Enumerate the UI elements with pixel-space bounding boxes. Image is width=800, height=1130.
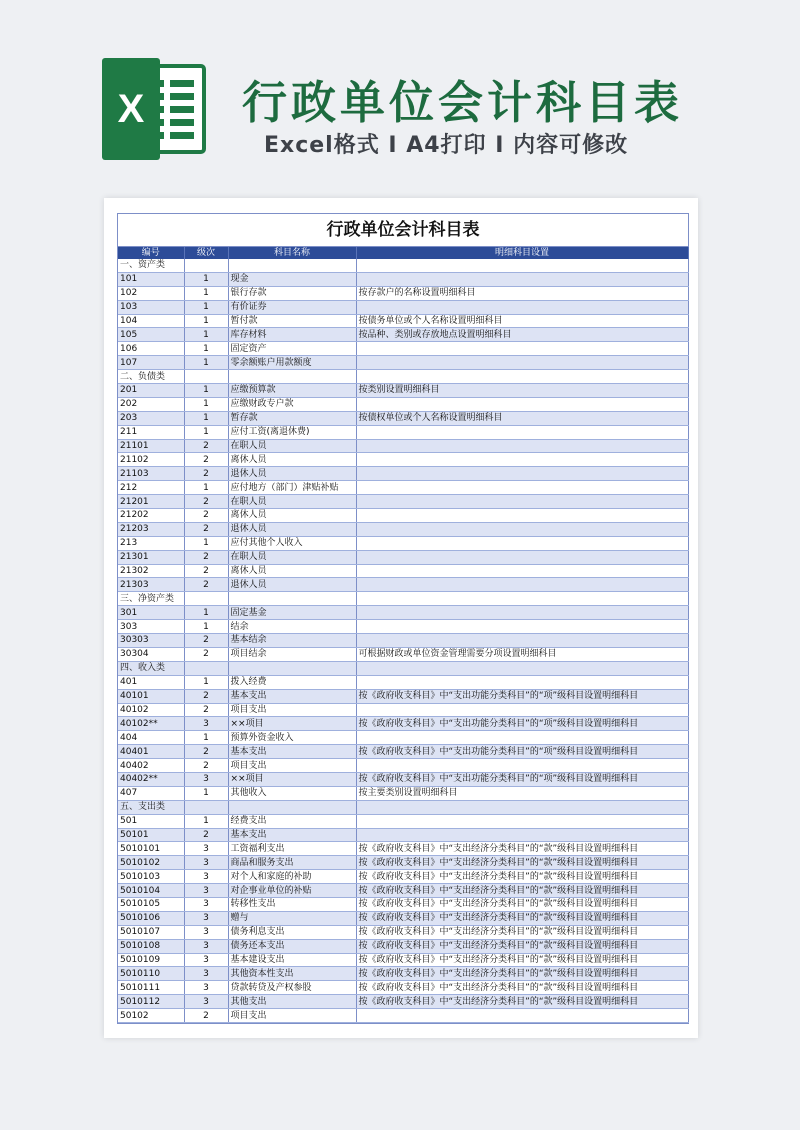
cell-code: 21103: [118, 467, 184, 481]
table-row: [118, 272, 688, 286]
cell-level: 1: [184, 272, 228, 286]
table-row: [118, 578, 688, 592]
cell-account-name: 结余: [228, 620, 356, 634]
cell-code: 5010107: [118, 925, 184, 939]
cell-account-name: 现金: [228, 272, 356, 286]
cell-detail-setting: 按《政府收支科目》中“支出经济分类科目”的“款”级科目设置明细科目: [356, 953, 688, 967]
cell-account-name: 退休人员: [228, 578, 356, 592]
cell-account-name: 商品和服务支出: [228, 856, 356, 870]
cell-detail-setting: [356, 759, 688, 773]
cell-code: 102: [118, 286, 184, 300]
table-row: [118, 675, 688, 689]
cell-account-name: 其他资本性支出: [228, 967, 356, 981]
cell-level: 3: [184, 870, 228, 884]
cell-code: 40102**: [118, 717, 184, 731]
header-level: 级次: [184, 247, 228, 259]
cell-detail-setting: [356, 342, 688, 356]
cell-detail-setting: [356, 467, 688, 481]
cell-account-name: 固定基金: [228, 606, 356, 620]
table-row: [118, 481, 688, 495]
cell-detail-setting: [356, 578, 688, 592]
cell-level: 2: [184, 689, 228, 703]
cell-level: 1: [184, 620, 228, 634]
cell-account-name: 在职人员: [228, 439, 356, 453]
banner-title: 行政单位会计科目表: [242, 76, 684, 129]
cell-code: 5010108: [118, 939, 184, 953]
cell-detail-setting: [356, 800, 688, 814]
cell-level: 3: [184, 967, 228, 981]
cell-account-name: 贷款转贷及产权参股: [228, 981, 356, 995]
cell-code: 303: [118, 620, 184, 634]
cell-code: 5010104: [118, 884, 184, 898]
table-row: [118, 453, 688, 467]
cell-account-name: 债务利息支出: [228, 925, 356, 939]
cell-detail-setting: [356, 592, 688, 606]
table-row: [118, 925, 688, 939]
cell-detail-setting: [356, 675, 688, 689]
cell-level: 1: [184, 814, 228, 828]
cell-level: 2: [184, 439, 228, 453]
cell-level: 2: [184, 495, 228, 509]
spreadsheet-preview: [104, 198, 698, 1038]
cell-account-name: 应付工资(离退休费): [228, 425, 356, 439]
table-row: [118, 397, 688, 411]
cell-level: 3: [184, 939, 228, 953]
table-row: [118, 911, 688, 925]
table-row: [118, 620, 688, 634]
cell-account-name: 应付地方（部门）津贴补贴: [228, 481, 356, 495]
table-row: [118, 967, 688, 981]
cell-detail-setting: [356, 425, 688, 439]
cell-account-name: [228, 661, 356, 675]
cell-account-name: 债务还本支出: [228, 939, 356, 953]
cell-level: 1: [184, 675, 228, 689]
cell-detail-setting: 按品种、类别或存放地点设置明细科目: [356, 328, 688, 342]
cell-code: 5010103: [118, 870, 184, 884]
cell-level: [184, 370, 228, 384]
table-row: [118, 356, 688, 370]
account-table: [118, 247, 689, 1023]
cell-code: 203: [118, 411, 184, 425]
cell-level: 2: [184, 467, 228, 481]
cell-detail-setting: 按《政府收支科目》中“支出功能分类科目”的“项”级科目设置明细科目: [356, 689, 688, 703]
table-row: [118, 509, 688, 523]
cell-code: 50102: [118, 1009, 184, 1023]
cell-detail-setting: [356, 661, 688, 675]
header-account-name: 科目名称: [228, 247, 356, 259]
cell-account-name: 应付其他个人收入: [228, 536, 356, 550]
table-row: [118, 884, 688, 898]
cell-code: 407: [118, 786, 184, 800]
cell-detail-setting: 按《政府收支科目》中“支出功能分类科目”的“项”级科目设置明细科目: [356, 772, 688, 786]
cell-level: 2: [184, 759, 228, 773]
cell-code: 40102: [118, 703, 184, 717]
cell-account-name: 退休人员: [228, 522, 356, 536]
table-row: [118, 411, 688, 425]
cell-account-name: 应缴财政专户款: [228, 397, 356, 411]
table-row: [118, 856, 688, 870]
cell-account-name: 离休人员: [228, 564, 356, 578]
cell-detail-setting: [356, 481, 688, 495]
table-row: [118, 689, 688, 703]
cell-detail-setting: [356, 522, 688, 536]
cell-account-name: 赠与: [228, 911, 356, 925]
table-row: [118, 842, 688, 856]
cell-detail-setting: 按债务单位或个人名称设置明细科目: [356, 314, 688, 328]
table-row: [118, 814, 688, 828]
cell-code: 四、收入类: [118, 661, 184, 675]
table-row: [118, 342, 688, 356]
table-row: [118, 772, 688, 786]
cell-level: 1: [184, 536, 228, 550]
cell-code: 301: [118, 606, 184, 620]
cell-level: 1: [184, 300, 228, 314]
cell-level: 3: [184, 911, 228, 925]
table-row: [118, 731, 688, 745]
cell-account-name: 项目支出: [228, 1009, 356, 1023]
cell-detail-setting: 按《政府收支科目》中“支出经济分类科目”的“款”级科目设置明细科目: [356, 911, 688, 925]
table-row: [118, 606, 688, 620]
cell-code: 5010106: [118, 911, 184, 925]
cell-level: 3: [184, 717, 228, 731]
cell-code: 21201: [118, 495, 184, 509]
cell-code: 211: [118, 425, 184, 439]
cell-detail-setting: 按《政府收支科目》中“支出经济分类科目”的“款”级科目设置明细科目: [356, 856, 688, 870]
cell-account-name: ××项目: [228, 772, 356, 786]
cell-detail-setting: [356, 300, 688, 314]
cell-code: 501: [118, 814, 184, 828]
cell-code: 401: [118, 675, 184, 689]
cell-account-name: 基本结余: [228, 634, 356, 648]
cell-level: 2: [184, 453, 228, 467]
cell-code: 212: [118, 481, 184, 495]
cell-level: 1: [184, 411, 228, 425]
cell-account-name: 预算外资金收入: [228, 731, 356, 745]
cell-account-name: 基本支出: [228, 745, 356, 759]
cell-account-name: 离休人员: [228, 453, 356, 467]
header-detail-setting: 明细科目设置: [356, 247, 688, 259]
cell-account-name: 在职人员: [228, 550, 356, 564]
cell-account-name: [228, 259, 356, 272]
cell-code: 30303: [118, 634, 184, 648]
cell-code: 5010110: [118, 967, 184, 981]
cell-detail-setting: 按债权单位或个人名称设置明细科目: [356, 411, 688, 425]
cell-level: 3: [184, 842, 228, 856]
cell-code: 21101: [118, 439, 184, 453]
cell-account-name: 基本建设支出: [228, 953, 356, 967]
cell-level: 2: [184, 1009, 228, 1023]
table-row: [118, 786, 688, 800]
table-header-row: [118, 247, 688, 259]
cell-detail-setting: 可根据财政或单位资金管理需要分项设置明细科目: [356, 647, 688, 661]
cell-detail-setting: [356, 828, 688, 842]
table-row: [118, 800, 688, 814]
cell-level: 1: [184, 606, 228, 620]
table-row: [118, 828, 688, 842]
cell-level: 2: [184, 647, 228, 661]
table-row: [118, 745, 688, 759]
cell-level: 3: [184, 995, 228, 1009]
cell-account-name: 基本支出: [228, 689, 356, 703]
cell-detail-setting: [356, 564, 688, 578]
table-row: [118, 634, 688, 648]
cell-code: 5010102: [118, 856, 184, 870]
cell-level: 3: [184, 884, 228, 898]
cell-code: 五、支出类: [118, 800, 184, 814]
table-row: [118, 425, 688, 439]
cell-code: 202: [118, 397, 184, 411]
cell-level: 3: [184, 953, 228, 967]
cell-code: 40101: [118, 689, 184, 703]
cell-account-name: 离休人员: [228, 509, 356, 523]
cell-account-name: 项目支出: [228, 759, 356, 773]
cell-account-name: 暂存款: [228, 411, 356, 425]
cell-account-name: 拨入经费: [228, 675, 356, 689]
cell-detail-setting: 按《政府收支科目》中“支出经济分类科目”的“款”级科目设置明细科目: [356, 870, 688, 884]
cell-detail-setting: [356, 536, 688, 550]
cell-detail-setting: [356, 731, 688, 745]
cell-account-name: 零余额账户用款额度: [228, 356, 356, 370]
cell-code: 105: [118, 328, 184, 342]
table-row: [118, 286, 688, 300]
cell-level: 2: [184, 703, 228, 717]
cell-account-name: 有价证券: [228, 300, 356, 314]
cell-level: 3: [184, 772, 228, 786]
cell-detail-setting: [356, 703, 688, 717]
cell-detail-setting: 按《政府收支科目》中“支出功能分类科目”的“项”级科目设置明细科目: [356, 717, 688, 731]
cell-level: 1: [184, 425, 228, 439]
cell-account-name: 对企事业单位的补贴: [228, 884, 356, 898]
cell-level: 2: [184, 550, 228, 564]
cell-code: 201: [118, 384, 184, 398]
cell-code: 21303: [118, 578, 184, 592]
cell-detail-setting: [356, 634, 688, 648]
cell-level: 2: [184, 578, 228, 592]
cell-level: 2: [184, 634, 228, 648]
cell-code: 21203: [118, 522, 184, 536]
table-row: [118, 314, 688, 328]
cell-detail-setting: [356, 397, 688, 411]
cell-level: 2: [184, 509, 228, 523]
table-row: [118, 897, 688, 911]
table-row: [118, 467, 688, 481]
cell-code: 21102: [118, 453, 184, 467]
cell-account-name: 项目结余: [228, 647, 356, 661]
cell-code: 40402**: [118, 772, 184, 786]
cell-code: 40401: [118, 745, 184, 759]
cell-level: 2: [184, 745, 228, 759]
cell-level: [184, 259, 228, 272]
cell-code: 21302: [118, 564, 184, 578]
cell-level: 2: [184, 564, 228, 578]
cell-code: 21202: [118, 509, 184, 523]
cell-detail-setting: 按《政府收支科目》中“支出经济分类科目”的“款”级科目设置明细科目: [356, 897, 688, 911]
cell-detail-setting: 按《政府收支科目》中“支出经济分类科目”的“款”级科目设置明细科目: [356, 842, 688, 856]
cell-detail-setting: [356, 439, 688, 453]
cell-detail-setting: 按主要类别设置明细科目: [356, 786, 688, 800]
cell-code: 5010109: [118, 953, 184, 967]
cell-detail-setting: 按《政府收支科目》中“支出经济分类科目”的“款”级科目设置明细科目: [356, 981, 688, 995]
cell-level: 1: [184, 328, 228, 342]
cell-detail-setting: 按《政府收支科目》中“支出功能分类科目”的“项”级科目设置明细科目: [356, 745, 688, 759]
cell-detail-setting: [356, 1009, 688, 1023]
cell-level: 1: [184, 786, 228, 800]
table-row: [118, 1009, 688, 1023]
cell-detail-setting: 按《政府收支科目》中“支出经济分类科目”的“款”级科目设置明细科目: [356, 967, 688, 981]
cell-account-name: 对个人和家庭的补助: [228, 870, 356, 884]
cell-level: 1: [184, 397, 228, 411]
account-table-container: [117, 213, 689, 1024]
cell-level: [184, 592, 228, 606]
table-row: [118, 439, 688, 453]
table-row: [118, 259, 688, 272]
cell-account-name: 其他支出: [228, 995, 356, 1009]
table-row: [118, 981, 688, 995]
table-row: [118, 300, 688, 314]
table-row: [118, 953, 688, 967]
cell-account-name: [228, 800, 356, 814]
cell-code: 一、资产类: [118, 259, 184, 272]
cell-code: 101: [118, 272, 184, 286]
cell-detail-setting: [356, 620, 688, 634]
table-row: [118, 661, 688, 675]
cell-level: 3: [184, 925, 228, 939]
cell-account-name: 银行存款: [228, 286, 356, 300]
cell-code: 三、净资产类: [118, 592, 184, 606]
cell-detail-setting: [356, 370, 688, 384]
cell-level: 1: [184, 731, 228, 745]
cell-detail-setting: [356, 272, 688, 286]
cell-detail-setting: [356, 356, 688, 370]
cell-level: 1: [184, 356, 228, 370]
cell-account-name: 应缴预算款: [228, 384, 356, 398]
cell-detail-setting: [356, 509, 688, 523]
table-row: [118, 703, 688, 717]
cell-account-name: [228, 370, 356, 384]
table-row: [118, 495, 688, 509]
cell-level: 3: [184, 897, 228, 911]
header-code: 编号: [118, 247, 184, 259]
cell-code: 5010101: [118, 842, 184, 856]
cell-detail-setting: [356, 606, 688, 620]
table-row: [118, 759, 688, 773]
cell-level: 2: [184, 522, 228, 536]
cell-account-name: 在职人员: [228, 495, 356, 509]
cell-level: 3: [184, 856, 228, 870]
cell-code: 213: [118, 536, 184, 550]
cell-level: 2: [184, 828, 228, 842]
cell-code: 二、负债类: [118, 370, 184, 384]
cell-code: 103: [118, 300, 184, 314]
cell-level: 1: [184, 314, 228, 328]
table-row: [118, 939, 688, 953]
cell-account-name: 基本支出: [228, 828, 356, 842]
excel-logo-icon: [100, 58, 208, 160]
table-row: [118, 592, 688, 606]
cell-code: 107: [118, 356, 184, 370]
cell-code: 21301: [118, 550, 184, 564]
table-row: [118, 550, 688, 564]
cell-code: 30304: [118, 647, 184, 661]
cell-detail-setting: [356, 453, 688, 467]
cell-detail-setting: 按《政府收支科目》中“支出经济分类科目”的“款”级科目设置明细科目: [356, 939, 688, 953]
cell-detail-setting: 按存款户的名称设置明细科目: [356, 286, 688, 300]
cell-account-name: 其他收入: [228, 786, 356, 800]
cell-account-name: 工资福利支出: [228, 842, 356, 856]
cell-code: 5010112: [118, 995, 184, 1009]
cell-account-name: 退休人员: [228, 467, 356, 481]
table-row: [118, 370, 688, 384]
cell-detail-setting: 按《政府收支科目》中“支出经济分类科目”的“款”级科目设置明细科目: [356, 884, 688, 898]
cell-code: 40402: [118, 759, 184, 773]
table-row: [118, 870, 688, 884]
cell-account-name: 转移性支出: [228, 897, 356, 911]
cell-level: 3: [184, 981, 228, 995]
cell-account-name: 固定资产: [228, 342, 356, 356]
cell-level: 1: [184, 384, 228, 398]
cell-level: 1: [184, 286, 228, 300]
cell-account-name: [228, 592, 356, 606]
cell-code: 5010111: [118, 981, 184, 995]
cell-code: 5010105: [118, 897, 184, 911]
table-row: [118, 328, 688, 342]
cell-level: 1: [184, 342, 228, 356]
cell-code: 104: [118, 314, 184, 328]
table-row: [118, 536, 688, 550]
cell-detail-setting: [356, 495, 688, 509]
cell-level: 1: [184, 481, 228, 495]
cell-code: 106: [118, 342, 184, 356]
cell-account-name: 暂付款: [228, 314, 356, 328]
table-row: [118, 522, 688, 536]
cell-account-name: 项目支出: [228, 703, 356, 717]
table-row: [118, 717, 688, 731]
svg-text:X: X: [117, 87, 145, 131]
cell-account-name: 库存材料: [228, 328, 356, 342]
table-row: [118, 647, 688, 661]
sheet-title: 行政单位会计科目表: [118, 214, 688, 247]
cell-account-name: 经费支出: [228, 814, 356, 828]
cell-detail-setting: 按《政府收支科目》中“支出经济分类科目”的“款”级科目设置明细科目: [356, 925, 688, 939]
cell-code: 404: [118, 731, 184, 745]
cell-detail-setting: 按类别设置明细科目: [356, 384, 688, 398]
cell-detail-setting: [356, 550, 688, 564]
cell-account-name: ××项目: [228, 717, 356, 731]
table-row: [118, 384, 688, 398]
cell-code: 50101: [118, 828, 184, 842]
cell-level: [184, 661, 228, 675]
table-row: [118, 564, 688, 578]
table-row: [118, 995, 688, 1009]
cell-detail-setting: 按《政府收支科目》中“支出经济分类科目”的“款”级科目设置明细科目: [356, 995, 688, 1009]
cell-level: [184, 800, 228, 814]
cell-detail-setting: [356, 259, 688, 272]
cell-detail-setting: [356, 814, 688, 828]
banner-subtitle: Excel格式 I A4打印 I 内容可修改: [264, 133, 629, 158]
